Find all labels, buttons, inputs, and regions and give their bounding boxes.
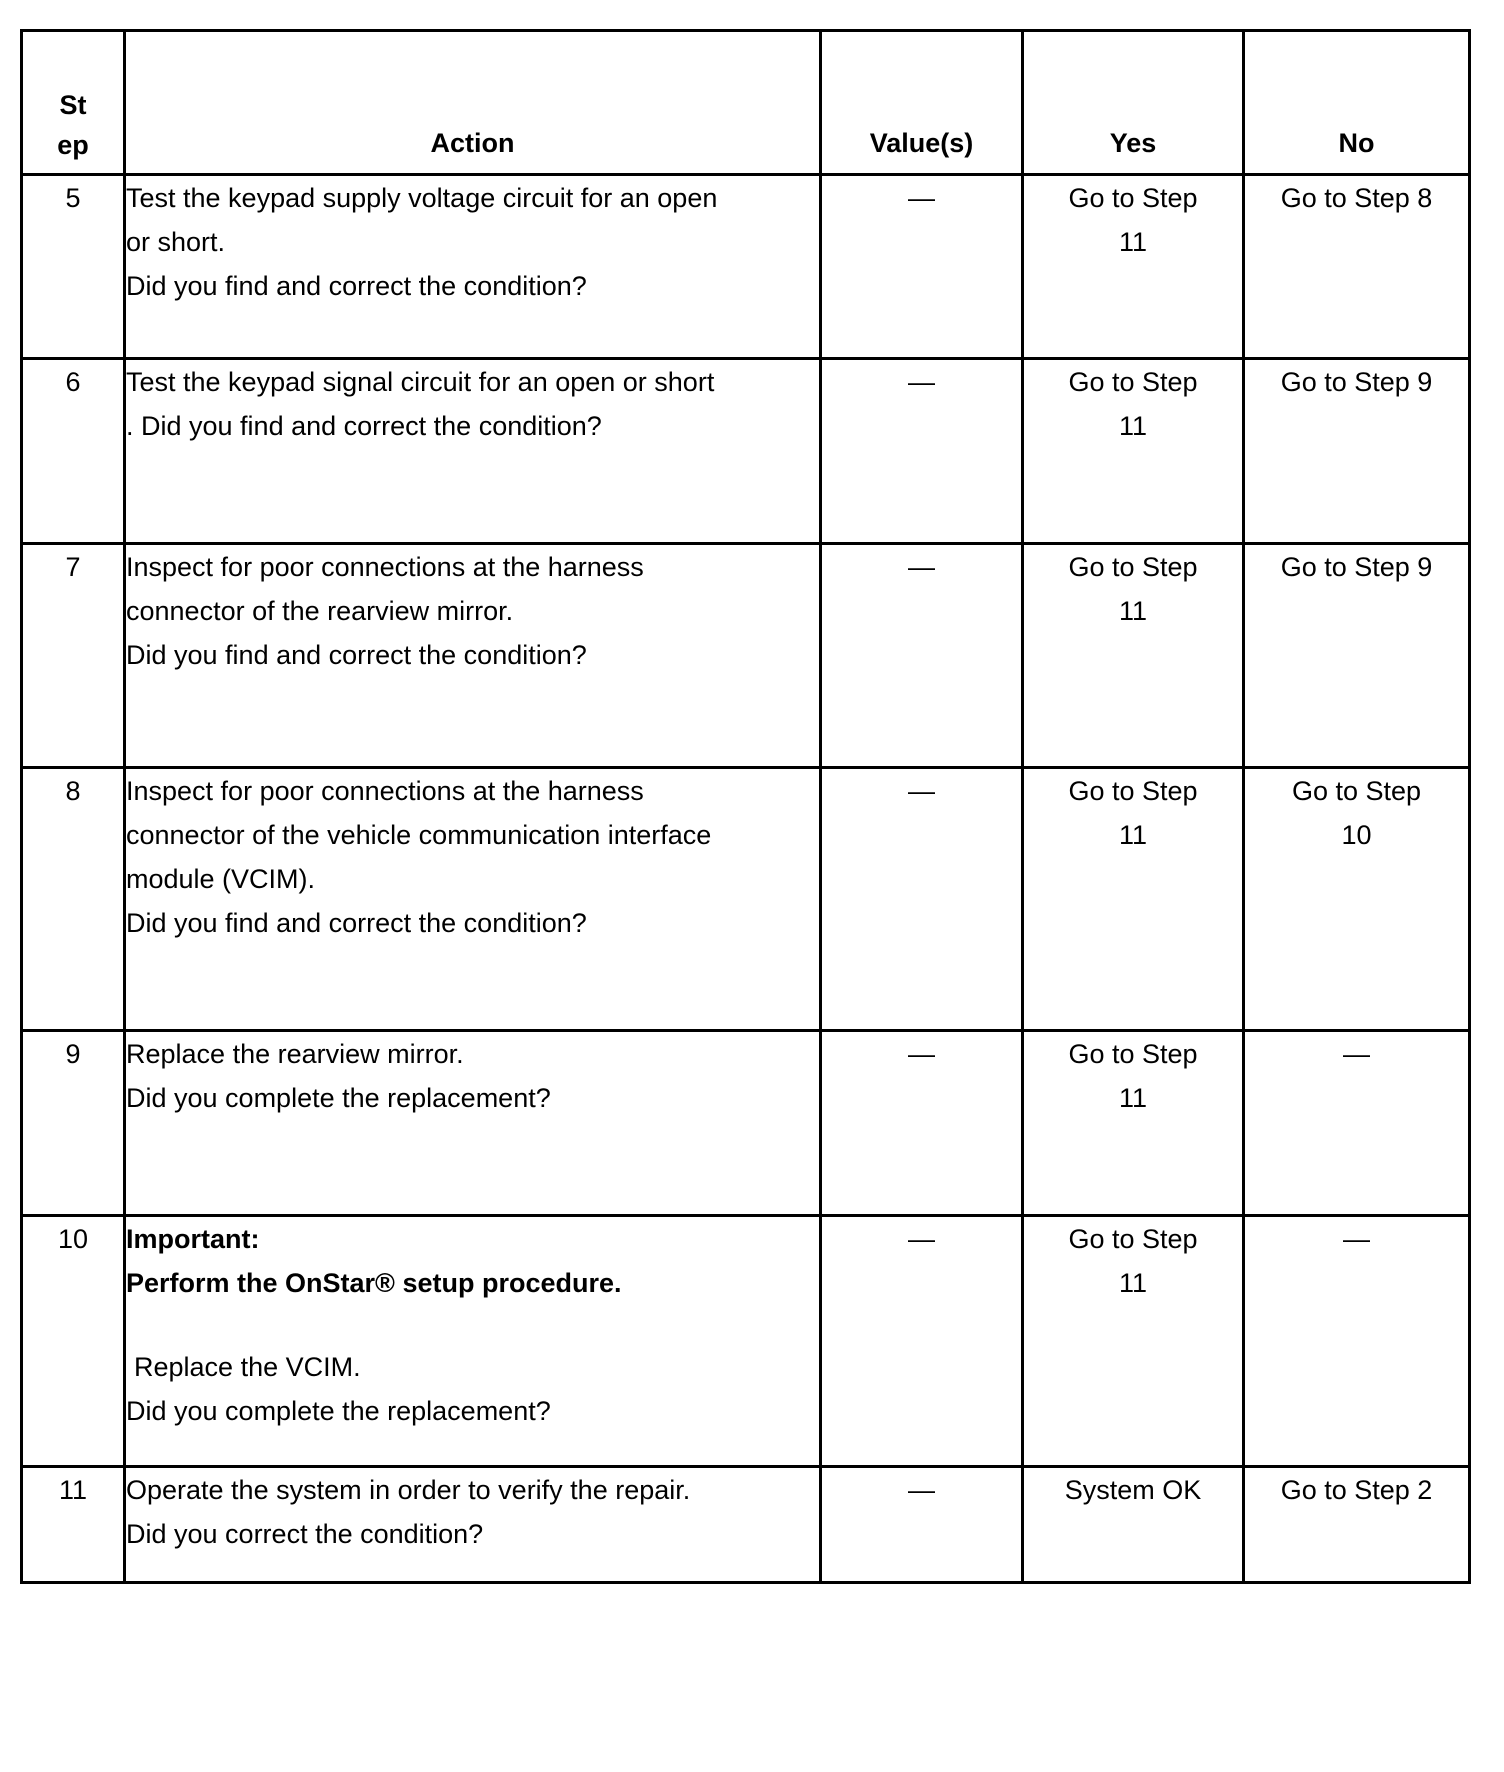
no-cell: [1244, 544, 1470, 768]
yes-cell: [1023, 768, 1244, 1031]
action-cell: [125, 175, 821, 359]
no-line: —: [1343, 1039, 1370, 1069]
action-spacer: [126, 1305, 819, 1345]
value-cell: —: [821, 1031, 1023, 1216]
table-row: [22, 175, 1470, 359]
action-line: Did you correct the condition?: [126, 1519, 484, 1549]
action-line: or short.: [126, 227, 226, 257]
value-cell: —: [821, 1467, 1023, 1583]
action-line: Inspect for poor connections at the harness: [126, 552, 644, 582]
yes-line: 11: [1118, 1083, 1148, 1113]
action-cell: [125, 544, 821, 768]
step-number: 7: [22, 544, 125, 768]
yes-line: 11: [1118, 596, 1148, 626]
step-number: 6: [22, 359, 125, 544]
header-no: No: [1244, 31, 1470, 175]
header-step-line2: ep: [57, 130, 89, 160]
no-line: Go to Step 9: [1280, 552, 1433, 582]
header-action: Action: [125, 31, 821, 175]
step-number: 10: [22, 1216, 125, 1467]
action-line: Test the keypad signal circuit for an open or short: [126, 367, 715, 397]
diagnostic-table: [20, 29, 1471, 1584]
table-header-row: [22, 31, 1470, 175]
value-cell: —: [821, 544, 1023, 768]
action-line: Did you find and correct the condition?: [126, 640, 587, 670]
action-line: connector of the vehicle communication interface: [126, 820, 712, 850]
no-cell: [1244, 1216, 1470, 1467]
action-line: Did you complete the replacement?: [126, 1083, 551, 1113]
no-cell: [1244, 1031, 1470, 1216]
table-row: [22, 1216, 1470, 1467]
action-line: Replace the rearview mirror.: [126, 1039, 464, 1069]
no-line: —: [1343, 1224, 1370, 1254]
action-cell: [125, 359, 821, 544]
table-row: [22, 768, 1470, 1031]
no-cell: [1244, 175, 1470, 359]
action-line: Did you find and correct the condition?: [126, 271, 587, 301]
step-number: 5: [22, 175, 125, 359]
yes-cell: [1023, 175, 1244, 359]
action-line: . Did you find and correct the condition?: [126, 411, 602, 441]
yes-line: 11: [1118, 411, 1148, 441]
step-number: 8: [22, 768, 125, 1031]
yes-line: 11: [1118, 1268, 1148, 1298]
no-cell: [1244, 359, 1470, 544]
yes-line: 11: [1118, 227, 1148, 257]
yes-line: 11: [1118, 820, 1148, 850]
action-line: connector of the rearview mirror.: [126, 596, 514, 626]
yes-cell: [1023, 1216, 1244, 1467]
yes-line: System OK: [1064, 1475, 1202, 1505]
yes-line: Go to Step: [1068, 552, 1198, 582]
action-cell: [125, 768, 821, 1031]
action-line: Operate the system in order to verify the repair.: [126, 1475, 691, 1505]
important-text: Perform the OnStar® setup procedure.: [126, 1268, 622, 1298]
important-label: Important:: [126, 1224, 260, 1254]
yes-line: Go to Step: [1068, 367, 1198, 397]
yes-cell: [1023, 544, 1244, 768]
action-cell: [125, 1467, 821, 1583]
action-line: Replace the VCIM.: [134, 1352, 361, 1382]
step-number: 9: [22, 1031, 125, 1216]
yes-cell: [1023, 1031, 1244, 1216]
no-line: Go to Step: [1291, 776, 1422, 806]
no-line: Go to Step 9: [1280, 367, 1433, 397]
yes-line: Go to Step: [1068, 183, 1198, 213]
action-line: module (VCIM).: [126, 864, 316, 894]
value-cell: —: [821, 359, 1023, 544]
step-number: 11: [22, 1467, 125, 1583]
header-yes: Yes: [1023, 31, 1244, 175]
no-line: Go to Step 8: [1280, 183, 1433, 213]
table-row: [22, 544, 1470, 768]
value-cell: —: [821, 768, 1023, 1031]
header-step-line1: St: [59, 90, 87, 120]
yes-line: Go to Step: [1068, 1039, 1198, 1069]
action-cell: [125, 1031, 821, 1216]
yes-line: Go to Step: [1068, 776, 1198, 806]
action-line: Inspect for poor connections at the harness: [126, 776, 644, 806]
table-row: [22, 1467, 1470, 1583]
no-cell: [1244, 1467, 1470, 1583]
yes-cell: [1023, 1467, 1244, 1583]
action-line: Did you complete the replacement?: [126, 1396, 551, 1426]
yes-cell: [1023, 359, 1244, 544]
value-cell: —: [821, 175, 1023, 359]
no-cell: [1244, 768, 1470, 1031]
action-cell: [125, 1216, 821, 1467]
table-row: [22, 1031, 1470, 1216]
action-line: Test the keypad supply voltage circuit for an open: [126, 183, 718, 213]
action-line: Did you find and correct the condition?: [126, 908, 587, 938]
header-values: Value(s): [821, 31, 1023, 175]
value-cell: —: [821, 1216, 1023, 1467]
yes-line: Go to Step: [1068, 1224, 1198, 1254]
no-line: 10: [1341, 820, 1372, 850]
header-step: [22, 31, 125, 175]
table-row: [22, 359, 1470, 544]
no-line: Go to Step 2: [1280, 1475, 1433, 1505]
